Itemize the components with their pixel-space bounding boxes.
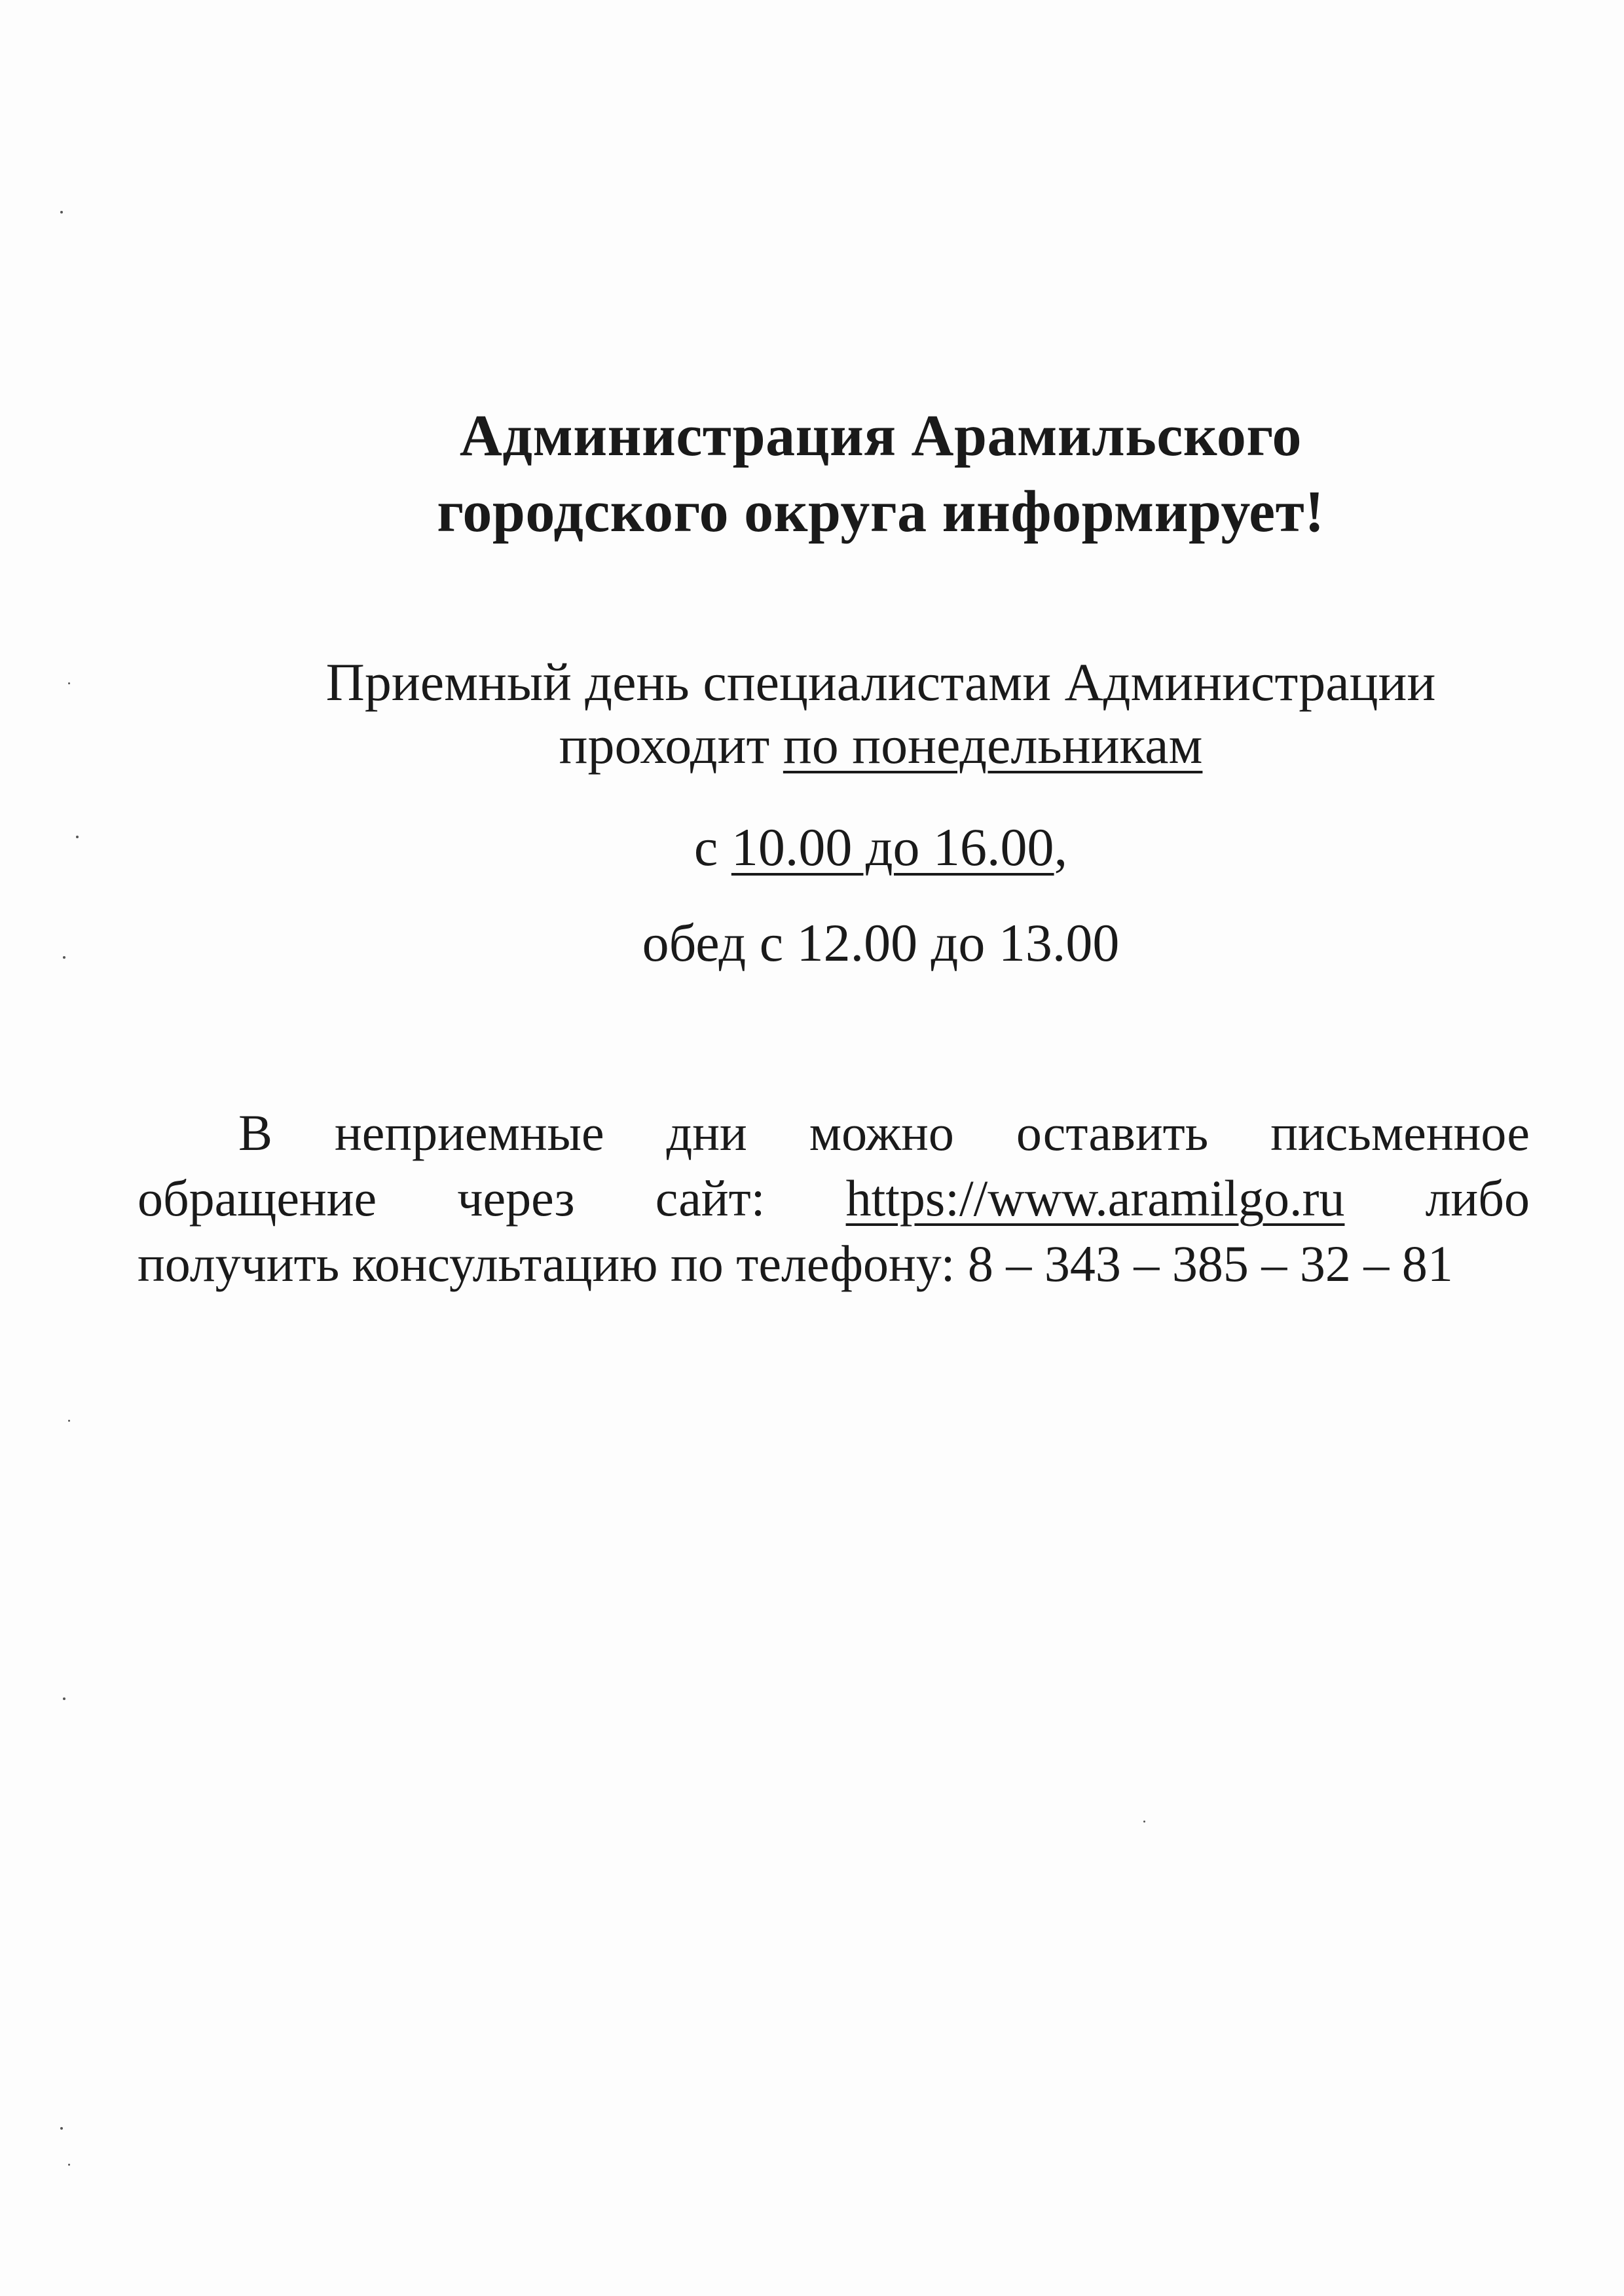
phone-number: 8 – 343 – 385 – 32 – 81 [967, 1235, 1453, 1292]
schedule-line-2 [0, 713, 1624, 778]
notice-word: либо [1425, 1170, 1530, 1227]
scan-speck [68, 2164, 70, 2166]
title-line-2: городского округа информирует! [437, 479, 1325, 544]
schedule-hours-suffix: , [1054, 817, 1068, 877]
notice-row-1 [138, 1100, 1530, 1166]
notice-word: можно [809, 1104, 954, 1161]
notice-word: через [457, 1170, 575, 1227]
scan-speck [68, 1420, 70, 1422]
page-title [0, 398, 1624, 550]
reception-hours: 10.00 до 16.00 [731, 817, 1054, 877]
title-line-1: Администрация Арамильского [459, 403, 1302, 468]
notice-word: В [238, 1104, 273, 1161]
notice-word: сайт: [655, 1170, 766, 1227]
notice-row-3 [138, 1231, 1530, 1297]
reception-day: по понедельникам [783, 715, 1203, 775]
notice-paragraph [138, 1100, 1530, 1297]
schedule-line-3 [0, 815, 1624, 880]
scan-speck [60, 2127, 63, 2130]
scan-speck [60, 211, 63, 213]
notice-word: оставить [1016, 1104, 1209, 1161]
scan-speck [63, 1697, 65, 1700]
schedule-hours-prefix: с [693, 817, 731, 877]
notice-word: письменное [1270, 1104, 1530, 1161]
website-link[interactable]: https://www.aramilgo.ru [845, 1170, 1345, 1227]
phone-label: получить консультацию по телефону: [138, 1235, 968, 1292]
notice-word: неприемные [335, 1104, 604, 1161]
notice-word: дни [666, 1104, 747, 1161]
schedule-day-prefix: проходит [559, 715, 783, 775]
scan-speck [1143, 1821, 1145, 1823]
notice-row-2 [138, 1166, 1530, 1231]
lunch-break: обед с 12.00 до 13.00 [642, 913, 1120, 972]
notice-word: обращение [138, 1170, 377, 1227]
schedule-line-1: Приемный день специалистами Администрации [325, 652, 1436, 712]
